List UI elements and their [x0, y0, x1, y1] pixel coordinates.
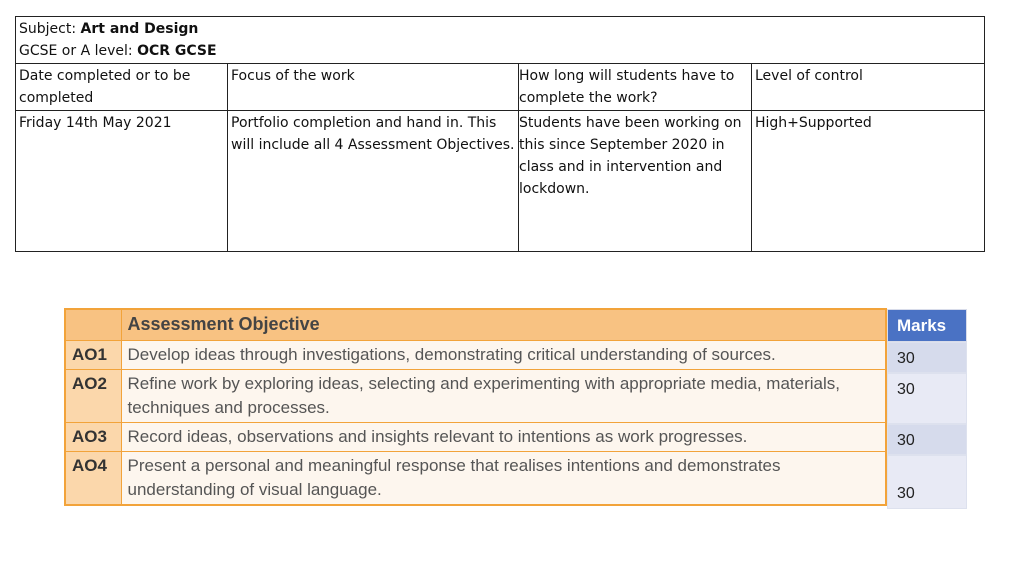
ao-header-row [65, 309, 886, 341]
work-info-table [15, 16, 985, 252]
subject-cell [16, 17, 985, 64]
value-row [16, 111, 985, 252]
control-value: High+Supported [752, 111, 985, 252]
duration-value: Students have been working on this since September 2020 in class and in intervention and lockdown. [519, 111, 752, 252]
marks-cell: 30 [887, 373, 967, 424]
ao-code: AO2 [65, 370, 121, 423]
focus-value: Portfolio completion and hand in. This will include all 4 Assessment Objectives. [228, 111, 519, 252]
ao-code: AO1 [65, 341, 121, 370]
subject-label: Subject: [19, 21, 77, 37]
ao-description: Refine work by exploring ideas, selecting and experimenting with appropriate media, materials, techniques and processes. [121, 370, 886, 423]
ao-description: Record ideas, observations and insights relevant to intentions as work progresses. [121, 423, 886, 452]
subject-row [16, 17, 985, 64]
subject-value: Art and Design [80, 21, 199, 37]
ao-row [65, 452, 886, 506]
ao-header: Assessment Objective [121, 309, 886, 341]
ao-code: AO3 [65, 423, 121, 452]
ao-row [65, 341, 886, 370]
level-value: OCR GCSE [137, 43, 217, 59]
date-value: Friday 14th May 2021 [16, 111, 228, 252]
marks-column [887, 309, 967, 509]
marks-header: Marks [887, 309, 967, 342]
ao-code: AO4 [65, 452, 121, 506]
focus-header: Focus of the work [228, 64, 519, 111]
control-header: Level of control [752, 64, 985, 111]
duration-header: How long will students have to complete the work? [519, 64, 752, 111]
date-header: Date completed or to be completed [16, 64, 228, 111]
ao-row [65, 423, 886, 452]
marks-cell: 30 [887, 342, 967, 373]
ao-description: Develop ideas through investigations, demonstrating critical understanding of sources. [121, 341, 886, 370]
marks-cell: 30 [887, 424, 967, 455]
level-label: GCSE or A level: [19, 43, 133, 59]
header-row [16, 64, 985, 111]
ao-header-code [65, 309, 121, 341]
ao-description: Present a personal and meaningful response that realises intentions and demonstrates understanding of visual language. [121, 452, 886, 506]
marks-cell: 30 [887, 455, 967, 509]
ao-row [65, 370, 886, 423]
assessment-objectives-table [64, 308, 887, 506]
